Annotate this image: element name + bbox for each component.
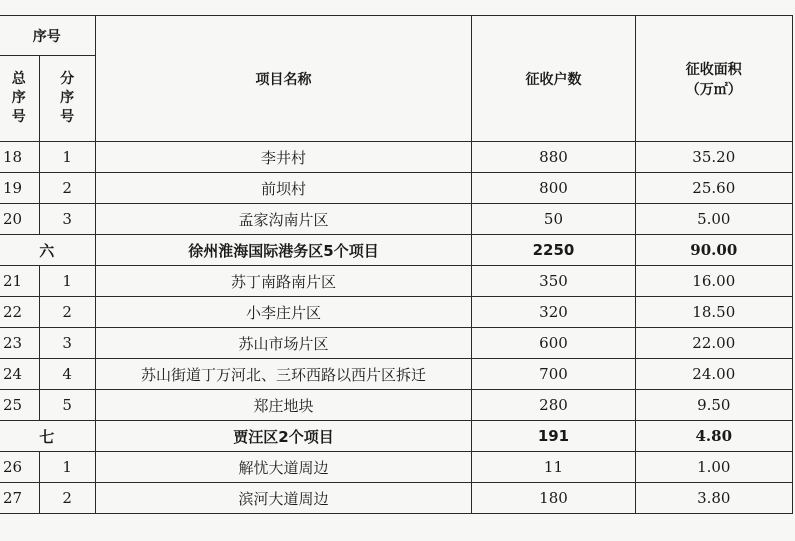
header-total-seq-text: 总 序 号 xyxy=(11,71,26,125)
sub-seq-cell: 4 xyxy=(39,359,95,390)
table-row xyxy=(0,390,793,421)
area-cell: 25.60 xyxy=(635,173,792,204)
header-total-seq xyxy=(0,56,39,142)
table-row xyxy=(0,204,793,235)
total-seq-cell: 20 xyxy=(0,204,39,235)
area-cell: 18.50 xyxy=(635,297,792,328)
households-cell: 2250 xyxy=(472,235,635,266)
group-label: 六 xyxy=(0,235,95,266)
total-seq-cell: 27 xyxy=(0,483,39,514)
total-seq-cell: 24 xyxy=(0,359,39,390)
project-name: 郑庄地块 xyxy=(95,390,472,421)
table-row xyxy=(0,266,793,297)
table-row xyxy=(0,297,793,328)
group-label: 七 xyxy=(0,421,95,452)
households-cell: 180 xyxy=(472,483,635,514)
sub-seq-cell: 2 xyxy=(39,173,95,204)
total-seq-cell: 21 xyxy=(0,266,39,297)
sub-seq-cell: 3 xyxy=(39,204,95,235)
header-project-name: 项目名称 xyxy=(95,16,472,142)
header-area xyxy=(635,16,792,142)
table-row xyxy=(0,328,793,359)
households-cell: 191 xyxy=(472,421,635,452)
total-seq-cell: 22 xyxy=(0,297,39,328)
sub-seq-cell: 2 xyxy=(39,297,95,328)
header-area-unit: （万㎡） xyxy=(685,81,742,98)
sub-seq-cell: 1 xyxy=(39,452,95,483)
area-cell: 9.50 xyxy=(635,390,792,421)
area-cell: 16.00 xyxy=(635,266,792,297)
table-row xyxy=(0,142,793,173)
area-cell: 4.80 xyxy=(635,421,792,452)
area-cell: 22.00 xyxy=(635,328,792,359)
project-name: 徐州淮海国际港务区5个项目 xyxy=(95,235,472,266)
project-name: 前坝村 xyxy=(95,173,472,204)
sub-seq-cell: 5 xyxy=(39,390,95,421)
households-cell: 880 xyxy=(472,142,635,173)
header-sub-seq xyxy=(39,56,95,142)
project-name: 李井村 xyxy=(95,142,472,173)
households-cell: 320 xyxy=(472,297,635,328)
total-seq-cell: 25 xyxy=(0,390,39,421)
area-cell: 3.80 xyxy=(635,483,792,514)
header-seq: 序号 xyxy=(0,16,95,56)
group-row xyxy=(0,235,793,266)
project-name: 苏山市场片区 xyxy=(95,328,472,359)
sub-seq-cell: 1 xyxy=(39,266,95,297)
table-row xyxy=(0,359,793,390)
table-row xyxy=(0,452,793,483)
header-sub-seq-text: 分 序 号 xyxy=(60,71,75,125)
area-cell: 1.00 xyxy=(635,452,792,483)
project-name: 解忧大道周边 xyxy=(95,452,472,483)
group-row xyxy=(0,421,793,452)
sub-seq-cell: 3 xyxy=(39,328,95,359)
expropriation-table xyxy=(0,15,793,514)
households-cell: 350 xyxy=(472,266,635,297)
project-name: 贾汪区2个项目 xyxy=(95,421,472,452)
project-name: 孟家沟南片区 xyxy=(95,204,472,235)
project-name: 滨河大道周边 xyxy=(95,483,472,514)
total-seq-cell: 18 xyxy=(0,142,39,173)
table-row xyxy=(0,173,793,204)
sub-seq-cell: 2 xyxy=(39,483,95,514)
project-name: 苏丁南路南片区 xyxy=(95,266,472,297)
project-name: 苏山街道丁万河北、三环西路以西片区拆迁 xyxy=(95,359,472,390)
households-cell: 700 xyxy=(472,359,635,390)
project-name: 小李庄片区 xyxy=(95,297,472,328)
header-households: 征收户数 xyxy=(472,16,635,142)
households-cell: 600 xyxy=(472,328,635,359)
area-cell: 35.20 xyxy=(635,142,792,173)
header-area-title: 征收面积 xyxy=(685,61,742,78)
total-seq-cell: 19 xyxy=(0,173,39,204)
area-cell: 24.00 xyxy=(635,359,792,390)
total-seq-cell: 23 xyxy=(0,328,39,359)
area-cell: 5.00 xyxy=(635,204,792,235)
area-cell: 90.00 xyxy=(635,235,792,266)
households-cell: 50 xyxy=(472,204,635,235)
table-row xyxy=(0,483,793,514)
total-seq-cell: 26 xyxy=(0,452,39,483)
table-body xyxy=(0,142,793,514)
households-cell: 11 xyxy=(472,452,635,483)
sub-seq-cell: 1 xyxy=(39,142,95,173)
households-cell: 280 xyxy=(472,390,635,421)
households-cell: 800 xyxy=(472,173,635,204)
